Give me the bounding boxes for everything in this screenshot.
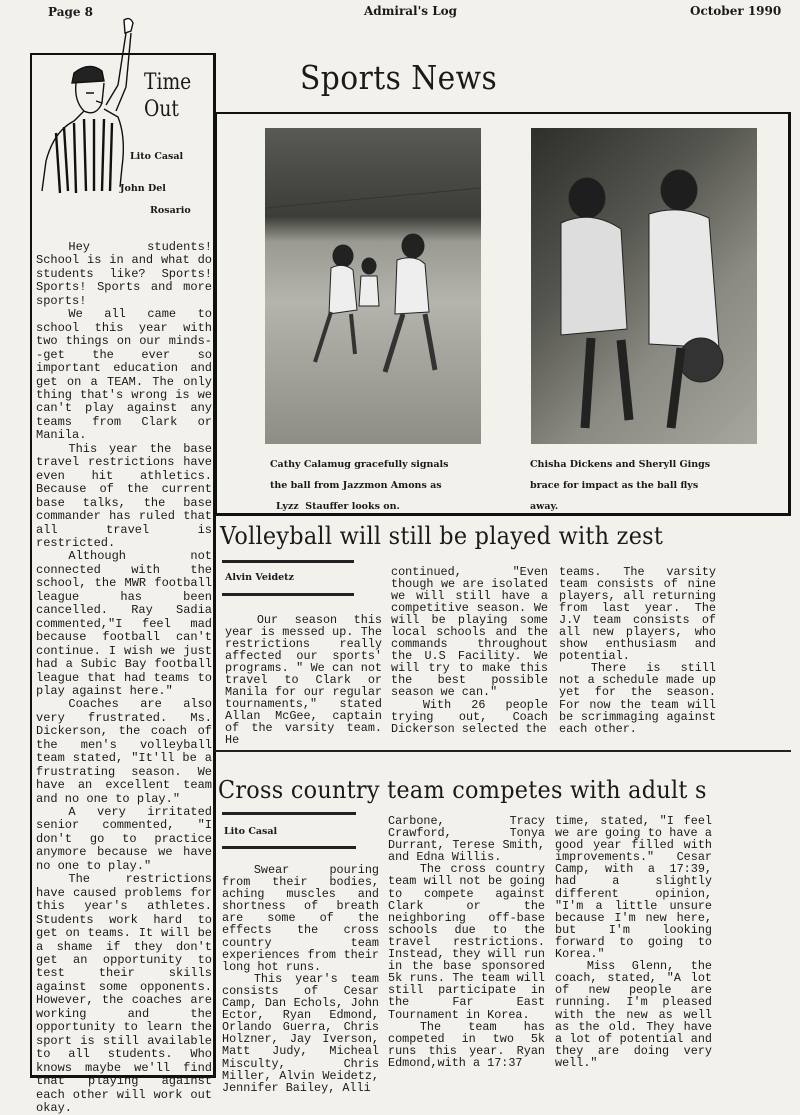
issue-date: October 1990 [690, 4, 782, 18]
photo-caption-2 [530, 454, 710, 517]
cross-country-column-1 [222, 864, 379, 1094]
volleyball-column-3 [559, 566, 716, 735]
author-name: Lito Casal [130, 151, 184, 162]
caption-line: away. [530, 501, 559, 512]
photo-caption-1 [270, 454, 449, 517]
author-name: John Del [120, 183, 166, 194]
paragraph: teams. The varsity team consists of nine players, all returning from last year. The J.V team consists of all new players, who show enthusiasm and potential. [559, 565, 716, 664]
paragraph: Although not connected with the school, the MWR football league has been cancelled. Ray Sadia commented,"I feel mad because football can't continue. I wish we just had a Subic Bay football league that had teams to play against here." [36, 549, 212, 698]
paragraph: This year's team consists of Cesar Camp, Dan Echols, John Ector, Ryan Edmond, Orlando Guerra, Chris Holzner, Jay Iverson, Matt Judy, Micheal Misculty, Chris Miller, Alvin Weidetz, Jennifer Bailey, Alli [222, 971, 379, 1095]
caption-line: Lyzz Stauffer looks on. [276, 501, 400, 512]
paragraph: Coaches are also very frustrated. Ms. Dickerson, the coach of the men's volleyball team stated, "It'll be a frustrating season. We have an excellent team and no one to play." [36, 697, 212, 806]
publication-name: Admiral's Log [364, 4, 458, 18]
paragraph: We all came to school this year with two things on our minds--get the ever so important education and get on a TEAM. The only thing that's wrong is we can't play against any teams from Clark or Manila. [36, 307, 212, 443]
byline-rule-bottom [222, 846, 356, 849]
cross-country-byline: Lito Casal [224, 826, 278, 837]
referee-illustration [34, 15, 139, 200]
paragraph: continued, "Even though we are isolated we will still have a competitive season. We will be playing some local schools and the commands throughout the U.S Facility. We will try to make this the best possible season we can." [391, 565, 548, 700]
paragraph: time, stated, "I feel we are going to have a good year filled with improvements." Cesar Camp, with a 17:39, had a slightly different opinion, "I'm a little unsure because I'm new here, but I'm looking forward to going to Korea." [555, 814, 712, 962]
section-title: Sports News [300, 58, 498, 97]
volleyball-headline: Volleyball will still be played with zest [220, 522, 664, 550]
paragraph: With 26 people trying out, Coach Dickerson selected the [391, 697, 548, 736]
volleyball-byline: Alvin Veidetz [225, 572, 294, 583]
paragraph: A very irritated senior commented, "I don't go to practice anymore because we have no one to play." [36, 805, 212, 873]
players-figures [265, 128, 481, 444]
paragraph: The cross country team will not be going to compete against Clark or the neighboring off-base schools due to the travel restrictions. Instead, they will run in the base sponsored 5k runs. The team will still participate in the Far East Tournament in Korea. [388, 862, 545, 1022]
time-out-text [36, 241, 212, 1115]
cross-country-column-2 [388, 815, 545, 1069]
players-figures [531, 128, 757, 444]
volleyball-column-2 [391, 566, 548, 735]
section-divider [215, 750, 791, 752]
caption-line: brace for impact as the ball flys [530, 480, 699, 491]
paragraph: There is still not a schedule made up yet for the season. For now the team will be scrimmaging against each other. [559, 661, 716, 736]
paragraph: The team has competed in two 5k runs this year. Ryan Edmond,with a 17:37 [388, 1019, 545, 1070]
byline-rule-top [222, 560, 354, 563]
author-name: Rosario [150, 205, 191, 216]
caption-line: the ball from Jazzmon Amons as [270, 480, 442, 491]
paragraph: This year the base travel restrictions have even hit athletics. Because of the current base talks, the base commander has ruled that all travel is restricted. [36, 441, 212, 550]
paragraph: Our season this year is messed up. The restrictions really affected our sports' programs. " We can not travel to Clark or Manila for our regular tournaments," stated Allan McGee, captain of the varsity team. He [225, 613, 382, 748]
time-out-title-line2: Out [144, 97, 179, 122]
paragraph: Hey students! School is in and what do students like? Sports! Sports! Sports and more sports! [36, 240, 212, 308]
paragraph: Swear pouring from their bodies, aching muscles and shortness of breath are some of the effects the cross country team experiences from their long hot runs. [222, 863, 379, 974]
paragraph: Miss Glenn, the coach, stated, "A lot of new people are running. I'm pleased with the new as well as the old. They have a lot of potential and they are doing very well." [555, 959, 712, 1070]
photo-box [215, 112, 791, 516]
byline-rule-bottom [222, 593, 354, 596]
time-out-title-line1: Time [144, 70, 192, 95]
byline-rule-top [222, 812, 356, 815]
cross-country-column-3 [555, 815, 712, 1069]
time-out-column [30, 53, 216, 1115]
volleyball-column-1 [225, 614, 382, 747]
time-out-title [144, 69, 191, 123]
caption-line: Chisha Dickens and Sheryll Gings [530, 459, 711, 470]
page-number: Page 8 [48, 5, 94, 19]
paragraph: Carbone, Tracy Crawford, Tonya Durrant, Terese Smith, and Edna Willis. [388, 814, 545, 865]
volleyball-photo-2 [531, 128, 757, 444]
caption-line: Cathy Calamug gracefully signals [270, 459, 449, 470]
volleyball-photo-1 [265, 128, 481, 444]
cross-country-headline: Cross country team competes with adult s [218, 776, 707, 804]
paragraph: The restrictions have caused problems for this year's athletes. Students work hard to get on teams. It will be a shame if they don't get an opportunity to test their skills against some opponents. However, the coaches are working and the opportunity to learn the sport is still available to all students. Who knows maybe we'll find that playing against each other will work out okay. [36, 872, 212, 1115]
